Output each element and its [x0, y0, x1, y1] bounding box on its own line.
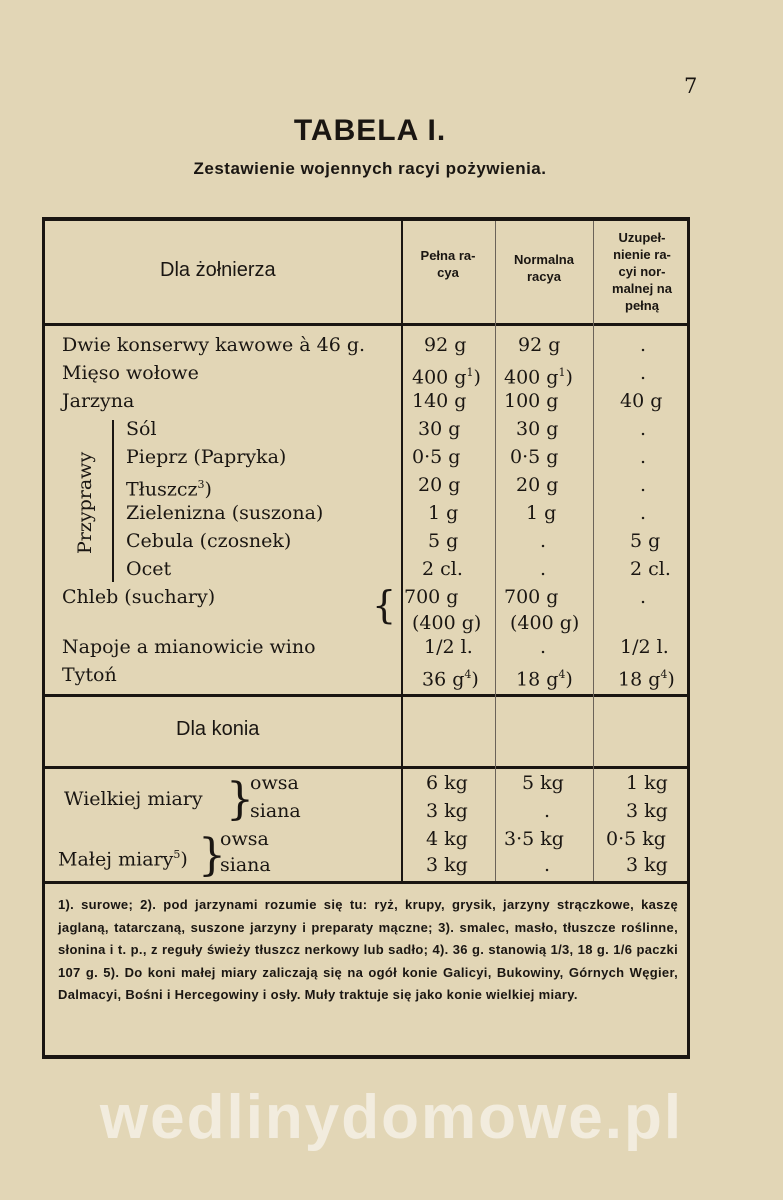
row-full: 3 kg	[426, 854, 468, 876]
header-supp-line1: Uzupeł-	[618, 230, 666, 245]
footnote-ref: 3	[197, 478, 205, 491]
row-normal: 0·5 g	[510, 446, 559, 468]
row-supp: 1/2 l.	[620, 636, 669, 658]
row-label-text: Tłuszcz	[126, 478, 198, 501]
col-divider-1	[401, 221, 403, 881]
row-full-value: 36 g	[422, 668, 465, 691]
row-normal: 20 g	[516, 474, 559, 496]
footnote-divider	[42, 881, 690, 884]
header-normal-line2: racya	[527, 269, 561, 284]
row-normal-value: 18 g	[516, 668, 559, 691]
row-normal	[504, 360, 573, 390]
footnotes: 1). surowe; 2). pod jarzynami rozumie się tu: ryż, krupy, grysik, jarzyny strączkowe, kaszę jaglaną, tatarczaną, suszone jarzyny i preparaty mączne; 3). smalec, masło, tłuszcze roślinne, słonina i t. p., z reguły świeży tłuszcz nerkowy lub sadło; 4). 36 g. stanowią 1/3, 18 g. 1/6 paczki 107 g. 5). Do koni małej miary zaliczają się na ogół konie Galicyi, Bukowiny, Górnych Węgier, Dalmacyi, Bośni i Hercegowiny i osły. Muły traktuje się jako konie wielkiej miary.	[58, 897, 678, 1002]
row-supp: 3 kg	[626, 800, 668, 822]
row-supp: .	[640, 418, 647, 440]
paren: )	[565, 668, 573, 691]
row-label: Tytoń	[62, 664, 117, 686]
page-subtitle: Zestawienie wojennych racyi pożywienia.	[193, 159, 547, 178]
row-label: Dwie konserwy kawowe à 46 g.	[62, 334, 366, 356]
row-normal: .	[540, 558, 547, 580]
row-supp	[618, 662, 675, 692]
header-supp-line4: malnej na	[612, 281, 672, 296]
header-normal-line1: Normalna	[514, 252, 574, 267]
header-supplement	[595, 229, 689, 314]
row-label	[126, 472, 212, 502]
row-supp: 2 cl.	[630, 558, 671, 580]
row-full: 2 cl.	[422, 558, 463, 580]
horse-sub: owsa	[220, 828, 269, 850]
row-full: 0·5 g	[412, 446, 461, 468]
paren: )	[565, 366, 573, 389]
paren: )	[473, 366, 481, 389]
row-label: Chleb (suchary)	[62, 586, 216, 608]
row-full: 6 kg	[426, 772, 468, 794]
row-supp-value: 18 g	[618, 668, 661, 691]
row-normal: 700 g	[504, 586, 559, 608]
chleb-brace: {	[372, 583, 397, 627]
horse-group-label: Wielkiej miary	[64, 788, 203, 810]
footnote-ref: 4	[660, 668, 668, 681]
horse-sub: owsa	[250, 772, 299, 794]
row-full: 4 kg	[426, 828, 468, 850]
row-full: 20 g	[418, 474, 461, 496]
header-supp-line3: cyi nor-	[618, 264, 666, 279]
row-full: 1/2 l.	[424, 636, 473, 658]
row-supp: .	[640, 586, 647, 608]
row-full	[422, 662, 479, 692]
przyprawy-bracket	[112, 420, 114, 582]
col-divider-2	[495, 221, 496, 881]
row-label: Sól	[126, 418, 157, 440]
horse-sub: siana	[250, 800, 301, 822]
row-supp: 1 kg	[626, 772, 668, 794]
paren: )	[471, 668, 479, 691]
paren: )	[667, 668, 675, 691]
horse-brace: }	[198, 830, 226, 881]
row-supp: .	[640, 362, 647, 384]
row-normal: 30 g	[516, 418, 559, 440]
row-normal-value: 400 g	[504, 366, 559, 389]
horse-group-label	[58, 842, 188, 872]
row-full: 1 g	[428, 502, 459, 524]
row-supp: .	[640, 446, 647, 468]
row-full: 140 g	[412, 390, 467, 412]
header-supp-line2: nienie ra-	[613, 247, 671, 262]
row-label: Napoje a mianowicie wino	[62, 636, 316, 658]
row-supp: .	[640, 502, 647, 524]
header-full-line1: Pełna ra-	[420, 248, 476, 263]
footnote-ref: 4	[464, 668, 472, 681]
row-label: Cebula (czosnek)	[126, 530, 292, 552]
header-soldier: Dla żołnierza	[160, 259, 276, 281]
row-supp: .	[640, 474, 647, 496]
horse-sub: siana	[220, 854, 271, 876]
row-supp: 5 g	[630, 530, 661, 552]
row-normal: 92 g	[518, 334, 561, 356]
row-full: 700 g	[404, 586, 459, 608]
row-supp: 40 g	[620, 390, 663, 412]
row-normal-alt: (400 g)	[510, 612, 580, 634]
footnote-ref: 5	[173, 848, 181, 861]
header-full-line2: cya	[437, 265, 459, 280]
paren: )	[204, 478, 212, 501]
row-label: Jarzyna	[62, 390, 135, 412]
row-normal: .	[544, 854, 551, 876]
footnote-ref: 4	[558, 668, 566, 681]
footnote-ref: 1	[466, 366, 474, 379]
row-normal: 5 kg	[522, 772, 564, 794]
footnote-ref: 1	[558, 366, 566, 379]
row-full: 92 g	[424, 334, 467, 356]
header-full-ration	[404, 247, 492, 281]
row-label: Mięso wołowe	[62, 362, 199, 384]
przyprawy-label: Przyprawy	[74, 451, 96, 554]
page-number: 7	[684, 74, 698, 98]
horse-brace: }	[226, 774, 254, 825]
header-normal-ration	[497, 251, 591, 285]
row-full-alt: (400 g)	[412, 612, 482, 634]
row-supp: 3 kg	[626, 854, 668, 876]
row-label: Zielenizna (suszona)	[126, 502, 324, 524]
row-normal: 100 g	[504, 390, 559, 412]
row-label: Pieprz (Papryka)	[126, 446, 287, 468]
row-full-value: 400 g	[412, 366, 467, 389]
row-normal	[516, 662, 573, 692]
col-divider-3	[593, 221, 594, 881]
watermark: wedlinydomowe.pl	[99, 1083, 684, 1152]
row-label: Ocet	[126, 558, 172, 580]
horse-header: Dla konia	[176, 718, 260, 740]
horse-group-text: Małej miary	[58, 848, 174, 871]
row-normal: 3·5 kg	[504, 828, 564, 850]
row-normal: .	[544, 800, 551, 822]
row-full: 5 g	[428, 530, 459, 552]
header-supp-line5: pełną	[625, 298, 659, 313]
row-supp: .	[640, 334, 647, 356]
row-normal: .	[540, 636, 547, 658]
page-title: TABELA I.	[293, 114, 447, 147]
row-full	[412, 360, 481, 390]
row-normal: .	[540, 530, 547, 552]
row-normal: 1 g	[526, 502, 557, 524]
row-supp: 0·5 kg	[606, 828, 666, 850]
row-full: 30 g	[418, 418, 461, 440]
row-full: 3 kg	[426, 800, 468, 822]
paren: )	[180, 848, 188, 871]
